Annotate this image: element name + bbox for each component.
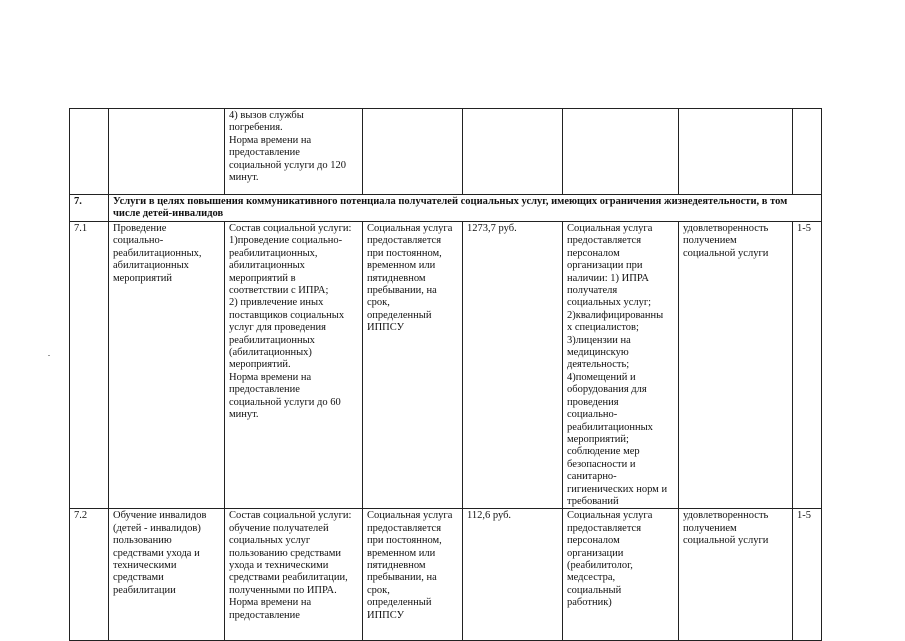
cell-service-content: Состав социальной услуги: обучение получателей социальных услуг пользованию средствами ухода и техническими средствами реабилитации, полученными по ИПРА. Норма времени на предоставление	[225, 509, 363, 641]
cell-indicators	[679, 109, 793, 195]
cell-requirements: Социальная услуга предоставляется персоналом организации (реабилитолог, медсестра, социальный работник)	[563, 509, 679, 641]
section-number: 7.	[70, 195, 109, 222]
cell-requirements: Социальная услуга предоставляется персоналом организации при наличии: 1) ИПРА получателя социальных услуг; 2)квалифицированны х специалистов; 3)лицензии на медицинскую деятельность; 4)помещений и оборудования для проведения социально- реабилитационных мероприятий; соблюдение мер безопасности и санитарно- гигиенических норм и требований	[563, 222, 679, 509]
cell-period: 1-5	[793, 222, 822, 509]
cell-price: 112,6 руб.	[463, 509, 563, 641]
section-row	[70, 195, 822, 222]
cell-num	[70, 109, 109, 195]
cell-service-name: Обучение инвалидов (детей - инвалидов) пользованию средствами ухода и техническими средствами реабилитации	[109, 509, 225, 641]
cell-indicators: удовлетворенность получением социальной услуги	[679, 222, 793, 509]
cell-num: 7.2	[70, 509, 109, 641]
table-row	[70, 509, 822, 641]
cell-conditions	[363, 109, 463, 195]
cell-conditions: Социальная услуга предоставляется при постоянном, временном или пятидневном пребывании, на срок, определенный ИППСУ	[363, 509, 463, 641]
cell-price	[463, 109, 563, 195]
cell-requirements	[563, 109, 679, 195]
cell-period	[793, 109, 822, 195]
table-row	[70, 222, 822, 509]
cell-service-name: Проведение социально- реабилитационных, абилитационных мероприятий	[109, 222, 225, 509]
scan-artifact	[48, 355, 50, 356]
cell-num: 7.1	[70, 222, 109, 509]
cell-indicators: удовлетворенность получением социальной услуги	[679, 509, 793, 641]
cell-service-name	[109, 109, 225, 195]
cell-service-content: 4) вызов службы погребения. Норма времени на предоставление социальной услуги до 120 минут.	[225, 109, 363, 195]
table-row-continuation	[70, 109, 822, 195]
section-title: Услуги в целях повышения коммуникативного потенциала получателей социальных услуг, имеющих ограничения жизнедеятельности, в том числе детей-инвалидов	[109, 195, 822, 222]
cell-price: 1273,7 руб.	[463, 222, 563, 509]
cell-period: 1-5	[793, 509, 822, 641]
cell-conditions: Социальная услуга предоставляется при постоянном, временном или пятидневном пребывании, на срок, определенный ИППСУ	[363, 222, 463, 509]
social-services-table	[69, 108, 822, 641]
cell-service-content: Состав социальной услуги: 1)проведение социально- реабилитационных, абилитационных мероприятий в соответствии с ИПРА; 2) привлечение иных поставщиков социальных услуг для проведения реабилитационных (абилитационных) мероприятий. Норма времени на предоставление социальной услуги до 60 минут.	[225, 222, 363, 509]
